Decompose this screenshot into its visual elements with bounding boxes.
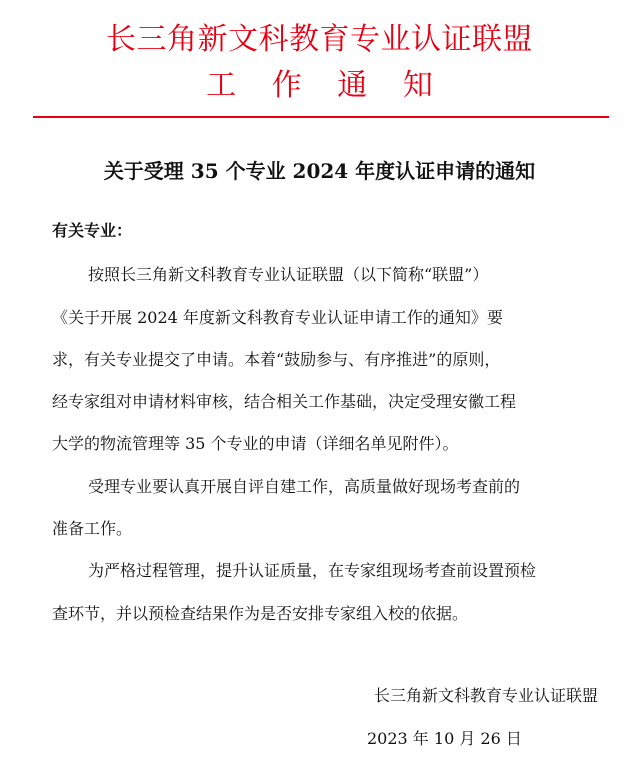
notice-label <box>0 66 639 106</box>
notice-label-char: 作 <box>271 68 302 103</box>
paragraph-line: 受理专业要认真开展自评自建工作，高质量做好现场考查前的 <box>88 477 521 496</box>
document-title: 关于受理 35 个专业 2024 年度认证申请的通知 <box>103 159 536 183</box>
paragraph-line: 按照长三角新文科教育专业认证联盟（以下简称“联盟”） <box>88 265 489 284</box>
paragraph-line: 《关于开展 2024 年度新文科教育专业认证申请工作的通知》要 <box>52 308 503 327</box>
notice-label-char: 知 <box>402 68 433 103</box>
organization-title: 长三角新文科教育专业认证联盟 <box>106 22 533 57</box>
notice-label-char: 通 <box>337 68 368 103</box>
paragraph-line: 经专家组对申请材料审核，结合相关工作基础，决定受理安徽工程 <box>52 392 517 411</box>
paragraph-line: 求，有关专业提交了申请。本着“鼓励参与、有序推进”的原则， <box>52 350 501 369</box>
paragraph-line: 查环节，并以预检查结果作为是否安排专家组入校的依据。 <box>52 604 469 623</box>
paragraph-line: 准备工作。 <box>52 519 133 538</box>
notice-label-char: 工 <box>206 68 237 103</box>
issue-date: 2023 年 10 月 26 日 <box>367 729 522 748</box>
signature-organization: 长三角新文科教育专业认证联盟 <box>373 686 598 705</box>
paragraph-line: 为严格过程管理，提升认证质量，在专家组现场考查前设置预检 <box>88 561 537 580</box>
paragraph-line: 大学的物流管理等 35 个专业的申请（详细名单见附件）。 <box>52 434 459 453</box>
salutation: 有关专业： <box>52 221 133 240</box>
red-header-rule <box>33 116 609 118</box>
